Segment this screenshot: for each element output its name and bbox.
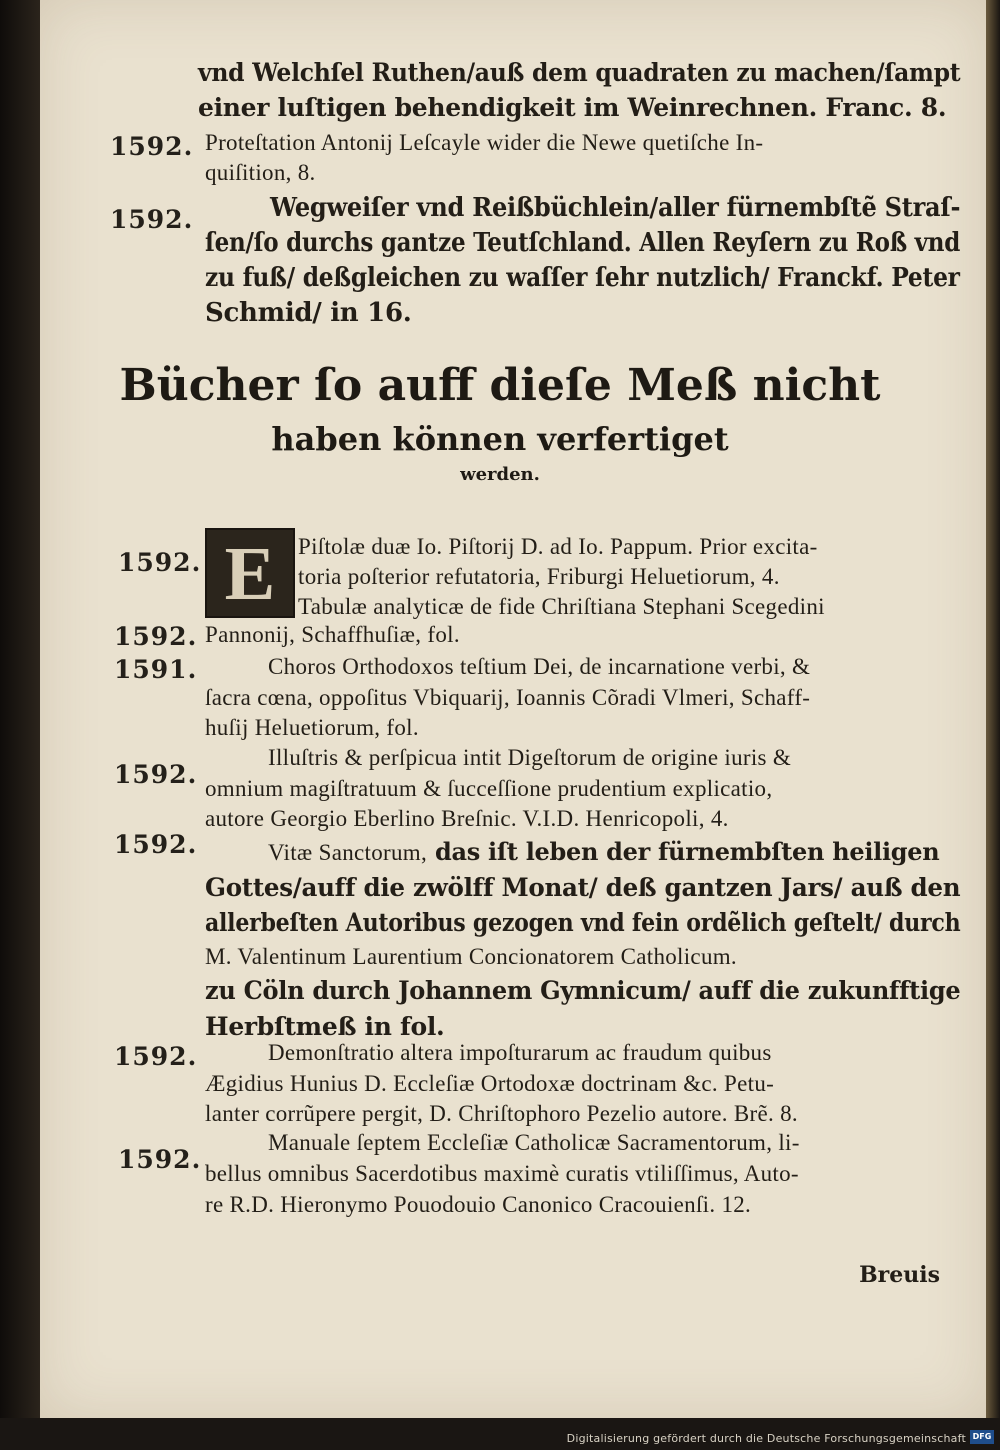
entry-line: Illuſtris & perſpicua intit Digeſtorum de origine iuris & bbox=[268, 745, 792, 770]
entry-line: Gottes/auff die zwölff Monat/ deß gantzen Jars/ auß den bbox=[205, 873, 961, 902]
entry-line: zu fuß/ deßgleichen zu waſſer ſehr nutzlich/ Franckf. Peter bbox=[205, 263, 960, 293]
entry-line: Proteſtation Antonij Leſcayle wider die Newe quetiſche In- bbox=[205, 130, 764, 155]
footer-credit: Digitalisierung gefördert durch die Deutsche Forschungsgemeinschaft bbox=[566, 1432, 966, 1445]
entry-line: Manuale ſeptem Eccleſiæ Catholicæ Sacramentorum, li- bbox=[268, 1130, 800, 1155]
entry-year: 1592. bbox=[110, 205, 194, 234]
dfg-logo-icon: DFG bbox=[970, 1430, 994, 1444]
entry-year: 1592. bbox=[118, 1145, 202, 1174]
entry-line: Ægidius Hunius D. Eccleſiæ Ortodoxæ doctrinam &c. Petu- bbox=[205, 1071, 775, 1096]
book-page-edge bbox=[986, 0, 1000, 1418]
entry-line: Pannonij, Schaffhuſiæ, fol. bbox=[205, 622, 460, 647]
section-heading: haben können verfertiget bbox=[271, 420, 729, 458]
entry-line: re R.D. Hieronymo Pouodouio Canonico Cracouienſi. 12. bbox=[205, 1192, 752, 1217]
entry-line: zu Cöln durch Johannem Gymnicum/ auff die zukunfftige bbox=[205, 976, 961, 1005]
entry-year: 1591. bbox=[114, 655, 198, 684]
entry-line: Herbſtmeß in fol. bbox=[205, 1012, 445, 1041]
entry-year: 1592. bbox=[114, 622, 198, 651]
entry-line: Piſtolæ duæ Io. Piſtorij D. ad Io. Pappum. Prior excita- bbox=[298, 534, 818, 559]
entry-year: 1592. bbox=[114, 760, 198, 789]
entry-line: huſij Heluetiorum, fol. bbox=[205, 715, 419, 740]
section-heading: werden. bbox=[460, 464, 540, 485]
entry-line: bellus omnibus Sacerdotibus maximè curatis vtiliſſimus, Auto- bbox=[205, 1161, 799, 1186]
entry-line: Wegweiſer vnd Reißbüchlein/aller fürnembſtẽ Straſ- bbox=[270, 193, 961, 223]
entry-line bbox=[268, 837, 939, 866]
entry-year: 1592. bbox=[110, 132, 194, 161]
entry-line: allerbeſten Autoribus gezogen vnd fein ordẽlich geſtelt/ durch bbox=[205, 908, 961, 937]
entry-line: lanter corrũpere pergit, D. Chriſtophoro Pezelio autore. Brẽ. 8. bbox=[205, 1101, 798, 1126]
entry-line: ſacra cœna, oppoſitus Vbiquarij, Ioannis Cõradi Vlmeri, Schaff- bbox=[205, 685, 811, 710]
entry-line: M. Valentinum Laurentium Concionatorem Catholicum. bbox=[205, 944, 737, 969]
entry-line: Schmid/ in 16. bbox=[205, 298, 412, 328]
book-binding-left bbox=[0, 0, 40, 1418]
entry-year: 1592. bbox=[118, 548, 202, 577]
entry-line: Demonſtratio altera impoſturarum ac fraudum quibus bbox=[268, 1040, 772, 1065]
entry-line: Choros Orthodoxos teſtium Dei, de incarnatione verbi, & bbox=[268, 654, 811, 679]
decorated-initial: E bbox=[205, 528, 295, 618]
entry-line: toria poſterior refutatoria, Friburgi Heluetiorum, 4. bbox=[298, 564, 780, 589]
entry-line: ſen/ſo durchs gantze Teutſchland. Allen Reyſern zu Roß vnd bbox=[205, 228, 961, 258]
entry-year: 1592. bbox=[114, 830, 198, 859]
entry-line-german: das iſt leben der fürnembſten heiligen bbox=[427, 837, 940, 866]
entry-line: autore Georgio Eberlino Breſnic. V.I.D. Henricopoli, 4. bbox=[205, 806, 729, 831]
entry-line-latin: Vitæ Sanctorum, bbox=[268, 840, 427, 865]
entry-line: quiſition, 8. bbox=[205, 160, 316, 185]
continuation-line: vnd Welchſel Ruthen/auß dem quadraten zu machen/ſampt bbox=[198, 58, 961, 87]
continuation-line: einer luſtigen behendigkeit im Weinrechnen. Franc. 8. bbox=[198, 93, 947, 122]
entry-line: omnium magiſtratuum & ſucceſſione prudentium explicatio, bbox=[205, 776, 773, 801]
entry-line: Tabulæ analyticæ de fide Chriſtiana Stephani Scegedini bbox=[298, 594, 825, 619]
entry-year: 1592. bbox=[114, 1042, 198, 1071]
catchword: Breuis bbox=[859, 1262, 940, 1288]
section-heading: Bücher ſo auff dieſe Meß nicht bbox=[119, 360, 881, 411]
